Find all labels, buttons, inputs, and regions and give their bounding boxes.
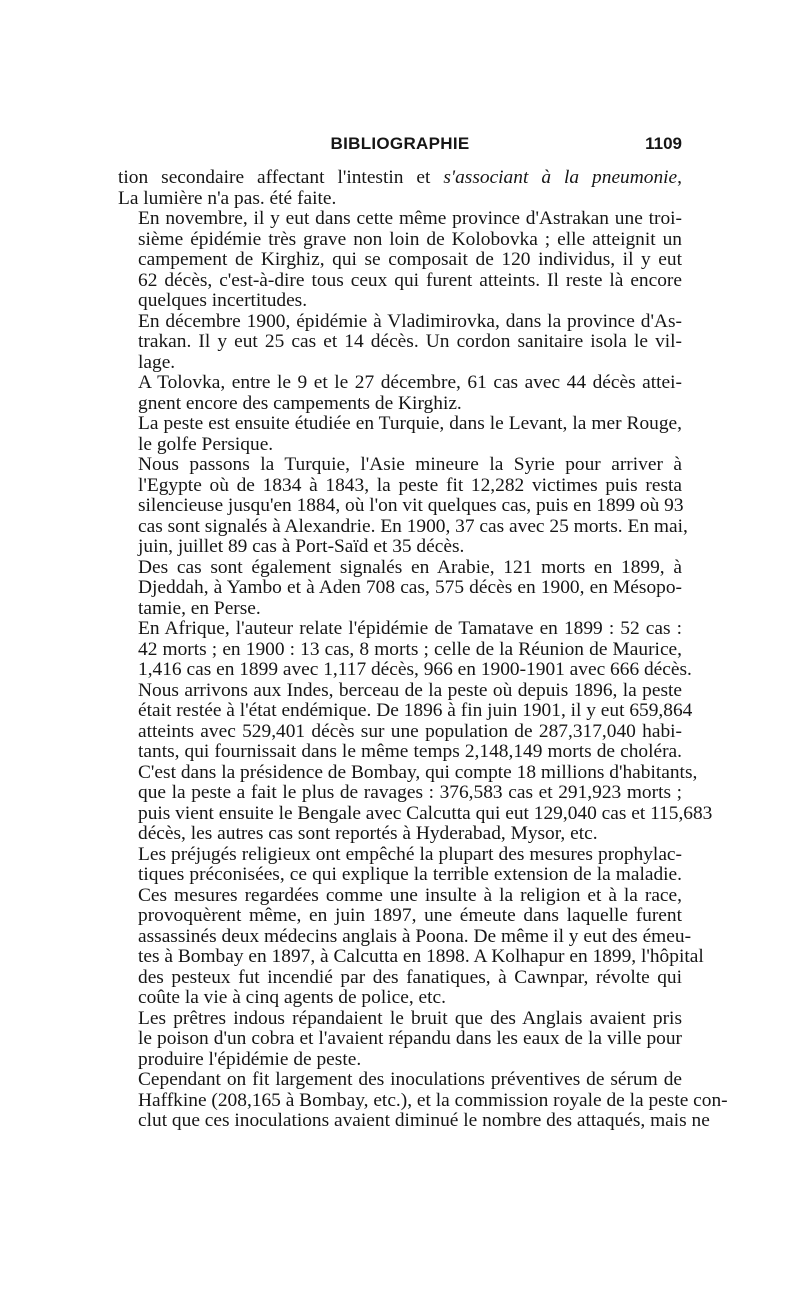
text-segment: tiques préconisées, ce qui explique la terrible extension de la maladie.	[138, 864, 682, 885]
text-segment: Les préjugés religieux ont empêché la plupart des mesures prophylac-	[138, 843, 682, 865]
body-text	[118, 167, 728, 1132]
text-line	[118, 353, 682, 374]
text-line	[118, 271, 682, 292]
text-line	[118, 865, 682, 886]
text-segment: En Afrique, l'auteur relate l'épidémie de Tamatave en 1899 : 52 cas :	[138, 618, 682, 639]
text-line	[118, 659, 692, 681]
text-line	[118, 946, 704, 968]
text-line	[118, 1009, 682, 1030]
text-segment: produire l'épidémie de peste.	[138, 1048, 362, 1070]
paragraph	[118, 209, 682, 312]
text-line	[118, 558, 682, 579]
page-number: 1109	[645, 134, 682, 153]
text-segment: Des cas sont également signalés en Arabie, 121 morts en 1899, à	[138, 556, 682, 578]
text-segment: coûte la vie à cinq agents de police, etc.	[138, 987, 446, 1008]
text-line	[118, 761, 698, 784]
paragraph	[118, 373, 682, 414]
text-segment: Les prêtres indous répandaient le bruit que des Anglais avaient pris	[138, 1007, 682, 1029]
text-line	[118, 845, 682, 866]
text-segment: A Tolovka, entre le 9 et le 27 décembre, 61 cas avec 44 décès attei-	[138, 372, 682, 393]
text-segment: le golfe Persique.	[138, 433, 274, 455]
text-segment: que la peste a fait le plus de ravages : 376,583 cas et 291,923 morts ;	[138, 782, 682, 803]
text-segment: 62 décès, c'est-à-dire tous ceux qui furent atteints. Il reste là encore	[138, 269, 682, 291]
text-segment: juin, juillet 89 cas à Port-Saïd et 35 décès.	[138, 536, 465, 557]
text-line	[118, 1029, 682, 1050]
text-segment: assassinés deux médecins anglais à Poona. De même il y eut des émeu-	[138, 925, 692, 947]
text-line	[118, 824, 682, 845]
text-line	[118, 906, 682, 927]
text-line	[118, 291, 682, 312]
text-segment: campement de Kirghiz, qui se composait de 120 individus, il y eut	[138, 249, 682, 270]
text-line	[118, 455, 682, 476]
text-segment: En novembre, il y eut dans cette même province d'Astrakan une troi-	[138, 208, 682, 229]
text-segment: cas sont signalés à Alexandrie. En 1900, 37 cas avec 25 morts. En mai,	[138, 515, 688, 537]
text-segment: Djeddah, à Yambo et à Aden 708 cas, 575 décès en 1900, en Mésopo-	[138, 577, 682, 598]
text-line	[118, 209, 682, 230]
text-line	[118, 886, 682, 907]
text-line	[118, 373, 682, 394]
text-segment: Ces mesures regardées comme une insulte à la religion et à la race,	[138, 884, 682, 906]
italic-phrase: s'associant à la pneumonie	[443, 167, 678, 188]
text-line	[118, 1110, 710, 1132]
text-segment: En décembre 1900, épidémie à Vladimirovka, dans la province d'As-	[138, 310, 682, 332]
text-segment: quelques incertitudes.	[138, 290, 308, 311]
text-segment: tes à Bombay en 1897, à Calcutta en 1898. A Kolhapur en 1899, l'hôpital	[138, 946, 704, 967]
text-line	[118, 681, 682, 702]
text-segment: tion secondaire affectant l'intestin et	[118, 167, 444, 188]
text-line	[118, 476, 682, 497]
text-segment: 1,416 cas en 1899 avec 1,117 décès, 966 en 1900-1901 avec 666 décès.	[138, 659, 692, 680]
text-segment: des pesteux fut incendié par des fanatiques, à Cawnpar, révolte qui	[138, 966, 682, 988]
text-line	[118, 515, 688, 538]
text-line	[118, 925, 692, 948]
text-line	[118, 700, 693, 722]
text-line	[118, 988, 682, 1009]
text-segment: Nous passons la Turquie, l'Asie mineure la Syrie pour arriver à	[138, 454, 682, 475]
text-segment: C'est dans la présidence de Bombay, qui compte 18 millions d'habitants,	[138, 761, 698, 783]
text-segment: La peste est ensuite étudiée en Turquie, dans le Levant, la mer Rouge,	[138, 413, 682, 434]
text-segment: Haffkine (208,165 à Bombay, etc.), et la commission royale de la peste con-	[138, 1089, 728, 1111]
text-segment: 42 morts ; en 1900 : 13 cas, 8 morts ; celle de la Réunion de Maurice,	[138, 638, 682, 660]
paragraph	[118, 1009, 682, 1071]
paragraph	[118, 414, 682, 455]
text-line	[118, 250, 682, 271]
text-segment: sième épidémie très grave non loin de Kolobovka ; elle atteignit un	[138, 228, 682, 250]
text-line	[118, 394, 682, 415]
text-line	[118, 619, 682, 640]
text-segment: était restée à l'état endémique. De 1896 à fin juin 1901, il y eut 659,864	[138, 700, 693, 721]
paragraph	[118, 168, 682, 209]
text-segment: le poison d'un cobra et l'avaient répandu dans les eaux de la ville pour	[138, 1028, 682, 1049]
text-line	[118, 168, 682, 189]
text-segment: tants, qui fournissait dans le même temps 2,148,149 morts de choléra.	[138, 741, 682, 762]
text-segment: ,	[677, 167, 682, 188]
text-line	[118, 435, 682, 456]
text-segment: puis vient ensuite le Bengale avec Calcutta qui eut 129,040 cas et 115,683	[138, 802, 713, 824]
text-line	[118, 1089, 728, 1112]
text-line	[118, 742, 682, 763]
text-line	[118, 968, 682, 989]
running-head	[118, 134, 682, 160]
text-line	[118, 640, 682, 661]
text-line	[118, 230, 682, 251]
text-line	[118, 496, 682, 517]
text-line	[118, 599, 682, 620]
paragraph	[118, 843, 704, 1009]
text-line	[118, 414, 682, 435]
text-segment: Nous arrivons aux Indes, berceau de la peste où depuis 1896, la peste	[138, 679, 682, 701]
text-line	[118, 578, 682, 599]
text-line	[118, 783, 682, 804]
text-line	[118, 332, 682, 353]
text-segment: clut que ces inoculations avaient diminué le nombre des attaqués, mais ne	[138, 1110, 710, 1131]
paragraph	[118, 454, 688, 558]
text-segment: atteints avec 529,401 décès sur une population de 287,317,040 habi-	[138, 720, 682, 742]
text-line	[118, 1070, 682, 1091]
text-segment: La lumière n'a pas. été faite.	[118, 187, 337, 209]
text-line	[118, 537, 682, 558]
text-segment: provoquèrent même, en juin 1897, une émeute dans laquelle furent	[138, 905, 682, 926]
paragraph	[118, 312, 682, 374]
text-segment: Cependant on fit largement des inoculations préventives de sérum de	[138, 1069, 682, 1090]
text-segment: tamie, en Perse.	[138, 597, 261, 619]
text-segment: décès, les autres cas sont reportés à Hyderabad, Mysor, etc.	[138, 823, 598, 844]
running-title: BIBLIOGRAPHIE	[330, 134, 470, 153]
text-line	[118, 722, 682, 743]
paragraph	[118, 618, 692, 681]
text-line	[118, 312, 682, 333]
paragraph	[118, 679, 713, 845]
text-segment: gnent encore des campements de Kirghiz.	[138, 392, 462, 414]
text-segment: trakan. Il y eut 25 cas et 14 décès. Un cordon sanitaire isola le vil-	[138, 331, 682, 352]
text-segment: l'Egypte où de 1834 à 1843, la peste fit 12,282 victimes puis resta	[138, 474, 682, 496]
text-segment: lage.	[138, 351, 176, 373]
paragraph	[118, 1069, 728, 1132]
paragraph	[118, 558, 682, 620]
text-line	[118, 189, 682, 210]
text-segment: silencieuse jusqu'en 1884, où l'on vit quelques cas, puis en 1899 où 93	[138, 495, 684, 516]
text-line	[118, 1050, 682, 1071]
text-line	[118, 802, 713, 825]
